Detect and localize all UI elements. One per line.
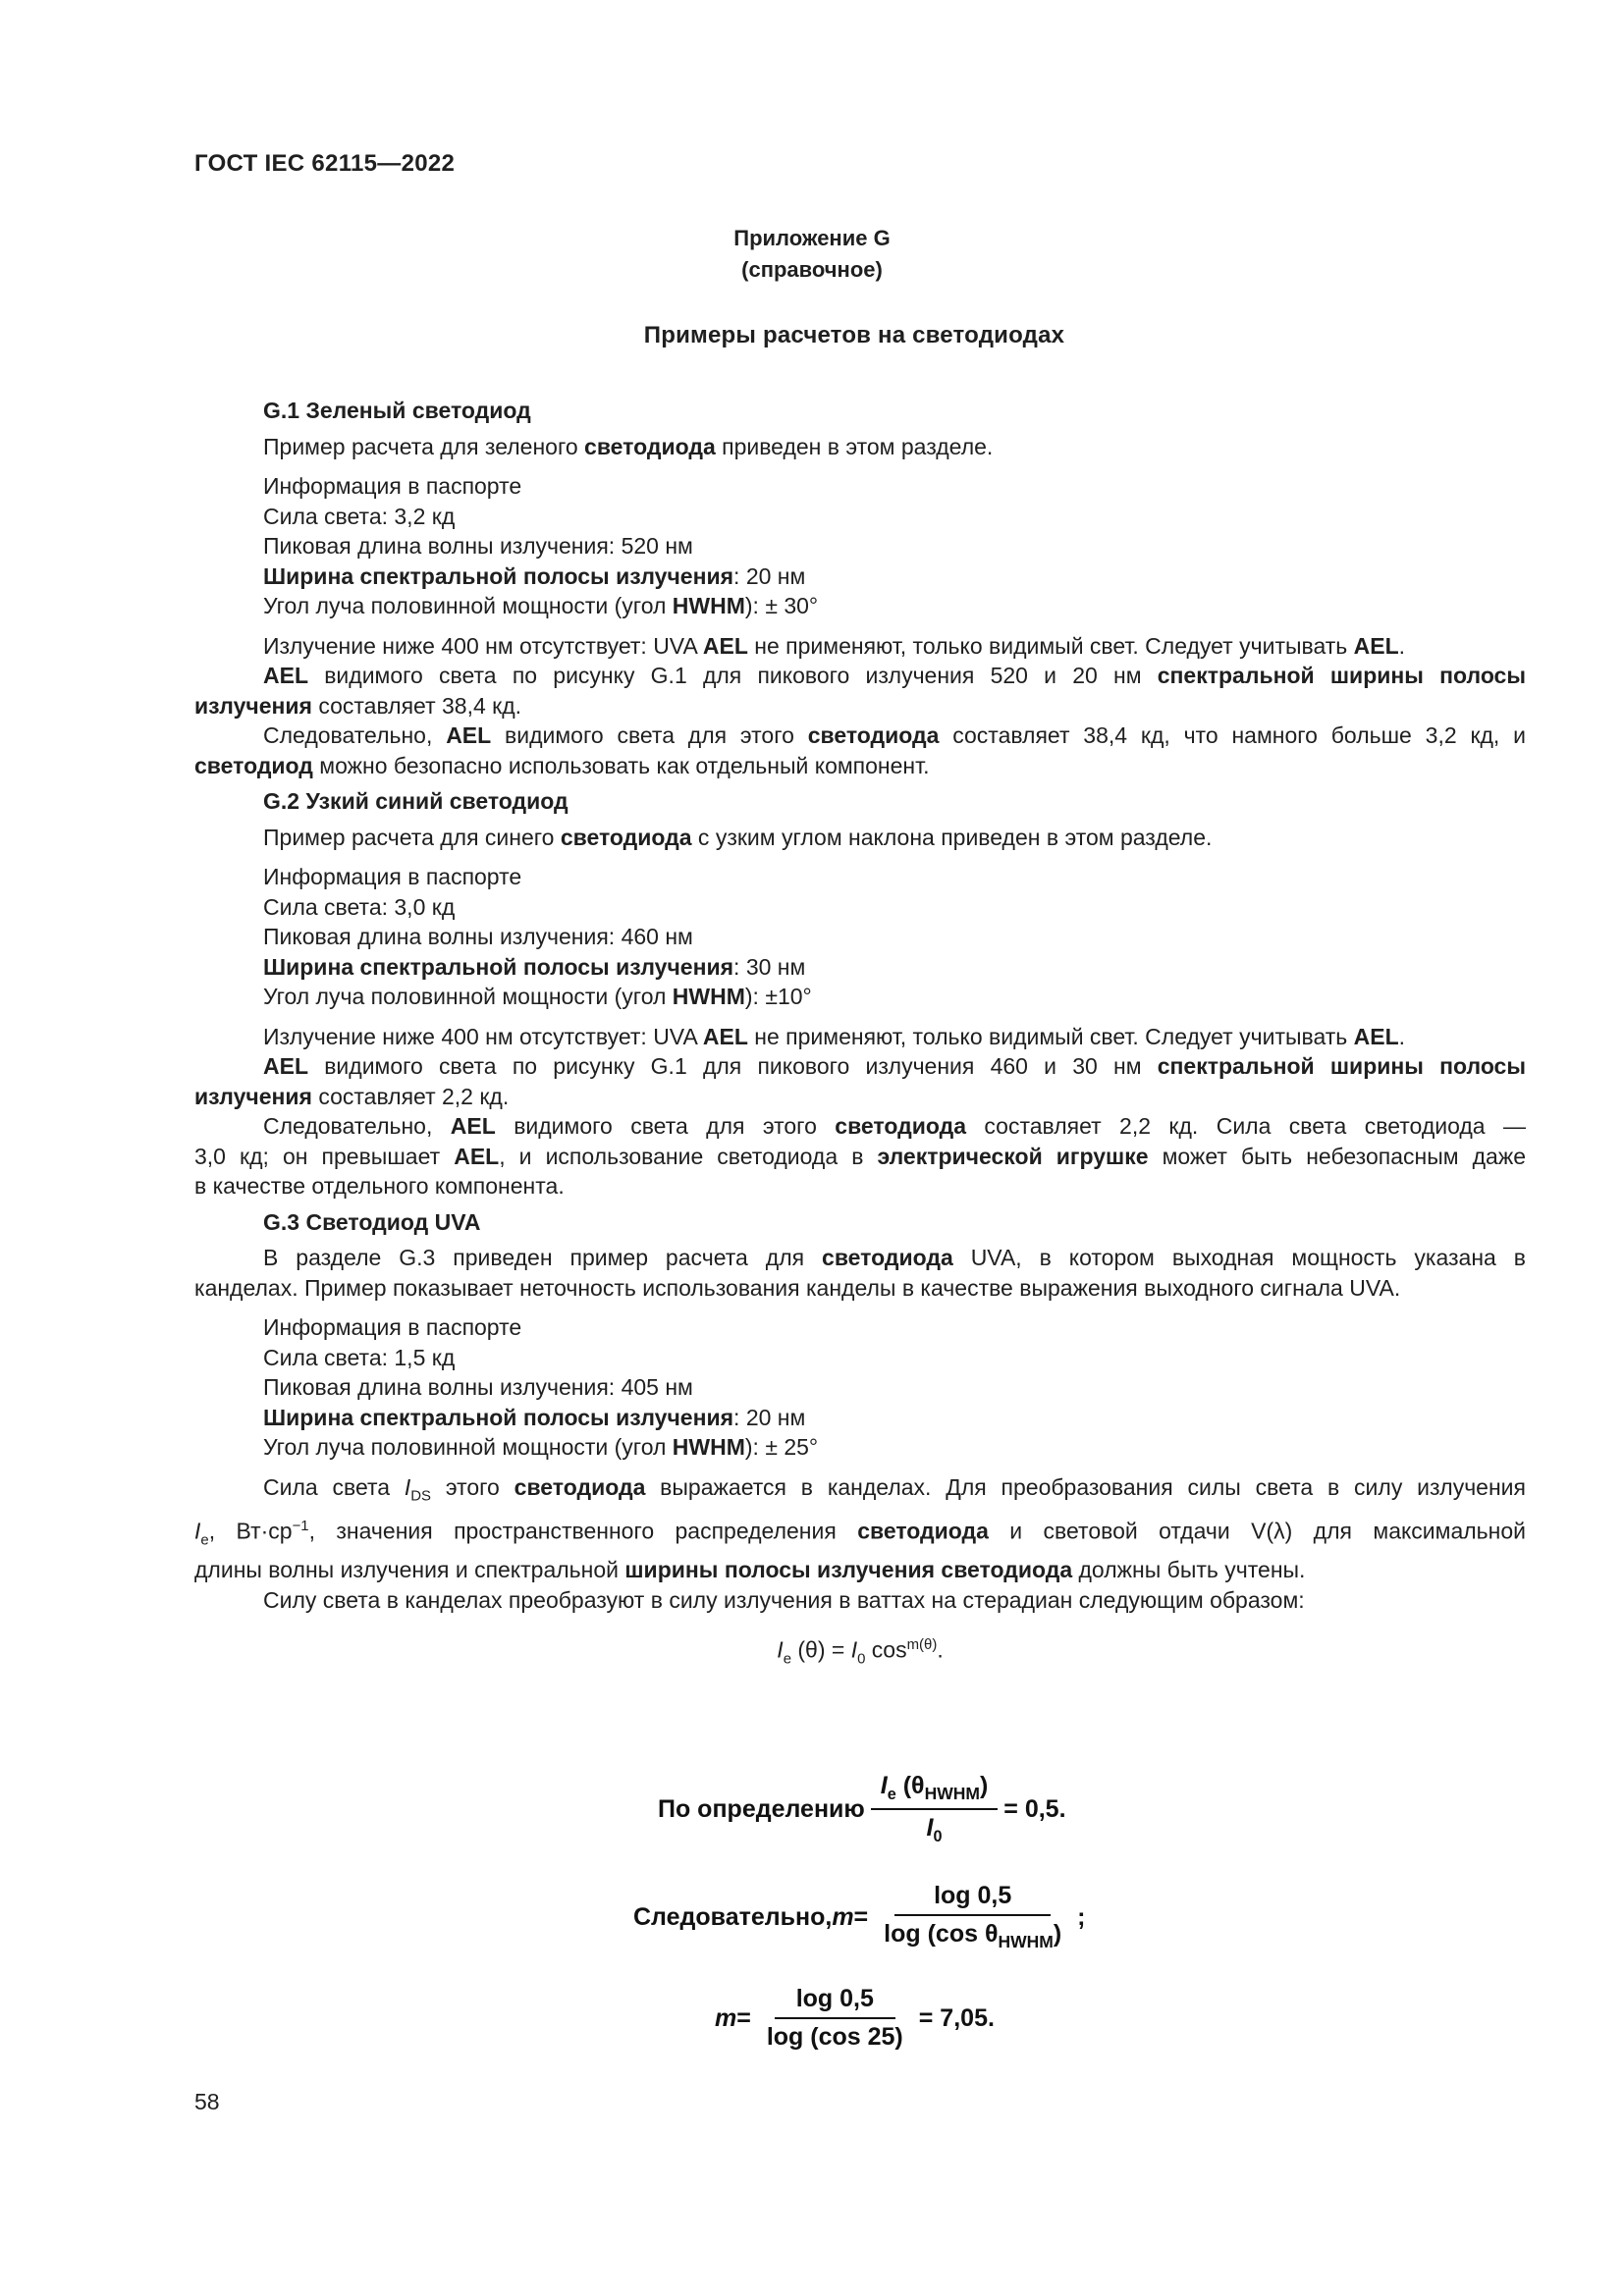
g1-para-1: Излучение ниже 400 нм отсутствует: UVA AEL не применяют, только видимый свет. Следует учитывать AEL. xyxy=(263,632,1406,659)
fraction-numerator: log 0,5 xyxy=(775,1985,895,2019)
g1-para-2: AEL видимого света по рисунку G.1 для пикового излучения 520 и 20 нм спектральной ширины полосы xyxy=(263,663,1526,688)
annex-heading: Примеры расчетов на светодиодах xyxy=(643,322,1065,348)
bandwidth: Ширина спектральной полосы излучения: 30 нм xyxy=(263,953,806,980)
bandwidth: Ширина спектральной полосы излучения: 20 нм xyxy=(263,1404,806,1430)
g3-para-1-end: длины волны излучения и спектральной ширины полосы излучения светодиода должны быть учтены. xyxy=(194,1557,1306,1583)
g2-para-3-end: в качестве отдельного компонента. xyxy=(194,1173,565,1199)
formula-prefix: Следовательно, xyxy=(633,1902,833,1931)
peak-wavelength: Пиковая длина волны излучения: 405 нм xyxy=(263,1374,693,1400)
g3-para-1: Сила света $I_{DS}$ этого светодиода выражается в канделах. Для преобразования силы света в силу излучения xyxy=(263,1473,1526,1505)
datasheet-title: Информация в паспорте xyxy=(263,473,522,499)
fraction-numerator: log 0,5 xyxy=(894,1882,1051,1916)
document-body xyxy=(194,396,1526,1675)
standard-designation: ГОСТ IEC 62115—2022 xyxy=(194,150,456,177)
fraction-numerator: $I_e$ $(\theta_{HWHM})$ xyxy=(871,1772,999,1810)
annex-title: Приложение G xyxy=(733,226,891,250)
luminous-intensity: Сила света: 3,0 кд xyxy=(263,893,456,920)
g2-intro: Пример расчета для синего светодиода с узким углом наклона приведен в этом разделе. xyxy=(263,824,1213,850)
datasheet-title: Информация в паспорте xyxy=(263,864,522,889)
half-power-angle: Угол луча половинной мощности (угол HWHM): ±10° xyxy=(263,984,812,1009)
g2-datasheet xyxy=(194,862,1526,1012)
datasheet-title: Информация в паспорте xyxy=(263,1314,522,1340)
page-number: 58 xyxy=(194,2089,220,2114)
g1-intro: Пример расчета для зеленого светодиода приведен в этом разделе. xyxy=(263,433,994,459)
fraction xyxy=(757,1985,913,2052)
fraction xyxy=(871,1772,999,1846)
luminous-intensity: Сила света: 3,2 кд xyxy=(263,503,456,529)
fraction xyxy=(874,1882,1071,1952)
g2-para-1: Излучение ниже 400 нм отсутствует: UVA AEL не применяют, только видимый свет. Следует учитывать AEL. xyxy=(263,1023,1406,1049)
g2-para-3: Следовательно, AEL видимого света для этого светодиода составляет 2,2 кд. Сила света светодиода — xyxy=(263,1113,1526,1139)
g1-datasheet xyxy=(194,471,1526,621)
g2-para-2: AEL видимого света по рисунку G.1 для пикового излучения 460 и 30 нм спектральной ширины полосы xyxy=(263,1053,1526,1079)
luminous-intensity: Сила света: 1,5 кд xyxy=(263,1344,456,1370)
g3-intro-end: канделах. Пример показывает неточность использования канделы в качестве выражения выходного сигнала UVA. xyxy=(194,1274,1401,1301)
g3-datasheet xyxy=(194,1312,1526,1463)
fraction-denominator: log (cos $\theta_{HWHM}$) xyxy=(884,1920,1062,1951)
peak-wavelength: Пиковая длина волны излучения: 520 нм xyxy=(263,533,693,559)
peak-wavelength: Пиковая длина волны излучения: 460 нм xyxy=(263,924,693,949)
g3-para-1-cont: $I_e$, $Вт\cdot ср^{-1}$, значения пространственного распределения светодиода и световой отдачи V(λ) для максимальной xyxy=(194,1517,1526,1548)
fraction-denominator: $I_0$ xyxy=(926,1814,943,1845)
formula-definition xyxy=(658,1772,1066,1846)
half-power-angle: Угол луча половинной мощности (угол HWHM): ± 25° xyxy=(263,1434,819,1460)
half-power-angle: Угол луча половинной мощности (угол HWHM): ± 30° xyxy=(263,593,819,618)
formula-result: = 0,5. xyxy=(1003,1794,1066,1823)
section-heading-g3: G.3 Светодиод UVA xyxy=(263,1208,481,1235)
formula-m-result: m = $\frac{\log 0,5}{\log (\cos 25)}$ = 7,05. xyxy=(715,1985,995,2051)
g2-para-2-end: излучения составляет 2,2 кд. xyxy=(194,1083,510,1109)
g3-intro: В разделе G.3 приведен пример расчета для светодиода UVA, в котором выходная мощность указана в xyxy=(263,1245,1526,1270)
fraction-denominator: log (cos 25) xyxy=(766,2023,903,2051)
g2-para-3-cont: 3,0 кд; он превышает AEL, и использование светодиода в электрической игрушке может быть небезопасным даже xyxy=(194,1143,1526,1169)
formula-radiant-intensity: $I_e$ $(\theta) = I_0$ $\cos^{m(\theta)}$. xyxy=(777,1636,944,1668)
bandwidth: Ширина спектральной полосы излучения: 20 нм xyxy=(263,562,806,589)
g1-para-3-end: светодиод можно безопасно использовать как отдельный компонент. xyxy=(194,752,930,778)
formula-result: = 7,05. xyxy=(918,2003,995,2032)
g1-para-2-end: излучения составляет 38,4 кд. xyxy=(194,692,522,719)
g3-para-2: Силу света в канделах преобразуют в силу излучения в ваттах на стерадиан следующим образом: xyxy=(263,1586,1305,1613)
g1-para-3: Следовательно, AEL видимого света для этого светодиода составляет 38,4 кд, что намного больше 3,2 кд, и xyxy=(263,722,1526,748)
formula-m-definition: Следовательно, m = $\frac{\log 0,5}{\log (\cos \theta_{HWHM})}$ ; xyxy=(633,1882,1086,1951)
annex-type: (справочное) xyxy=(741,257,883,282)
formula-prefix: По определению xyxy=(658,1794,865,1823)
section-heading-g1: G.1 Зеленый светодиод xyxy=(263,398,531,423)
section-heading-g2: G.2 Узкий синий светодиод xyxy=(263,788,568,814)
